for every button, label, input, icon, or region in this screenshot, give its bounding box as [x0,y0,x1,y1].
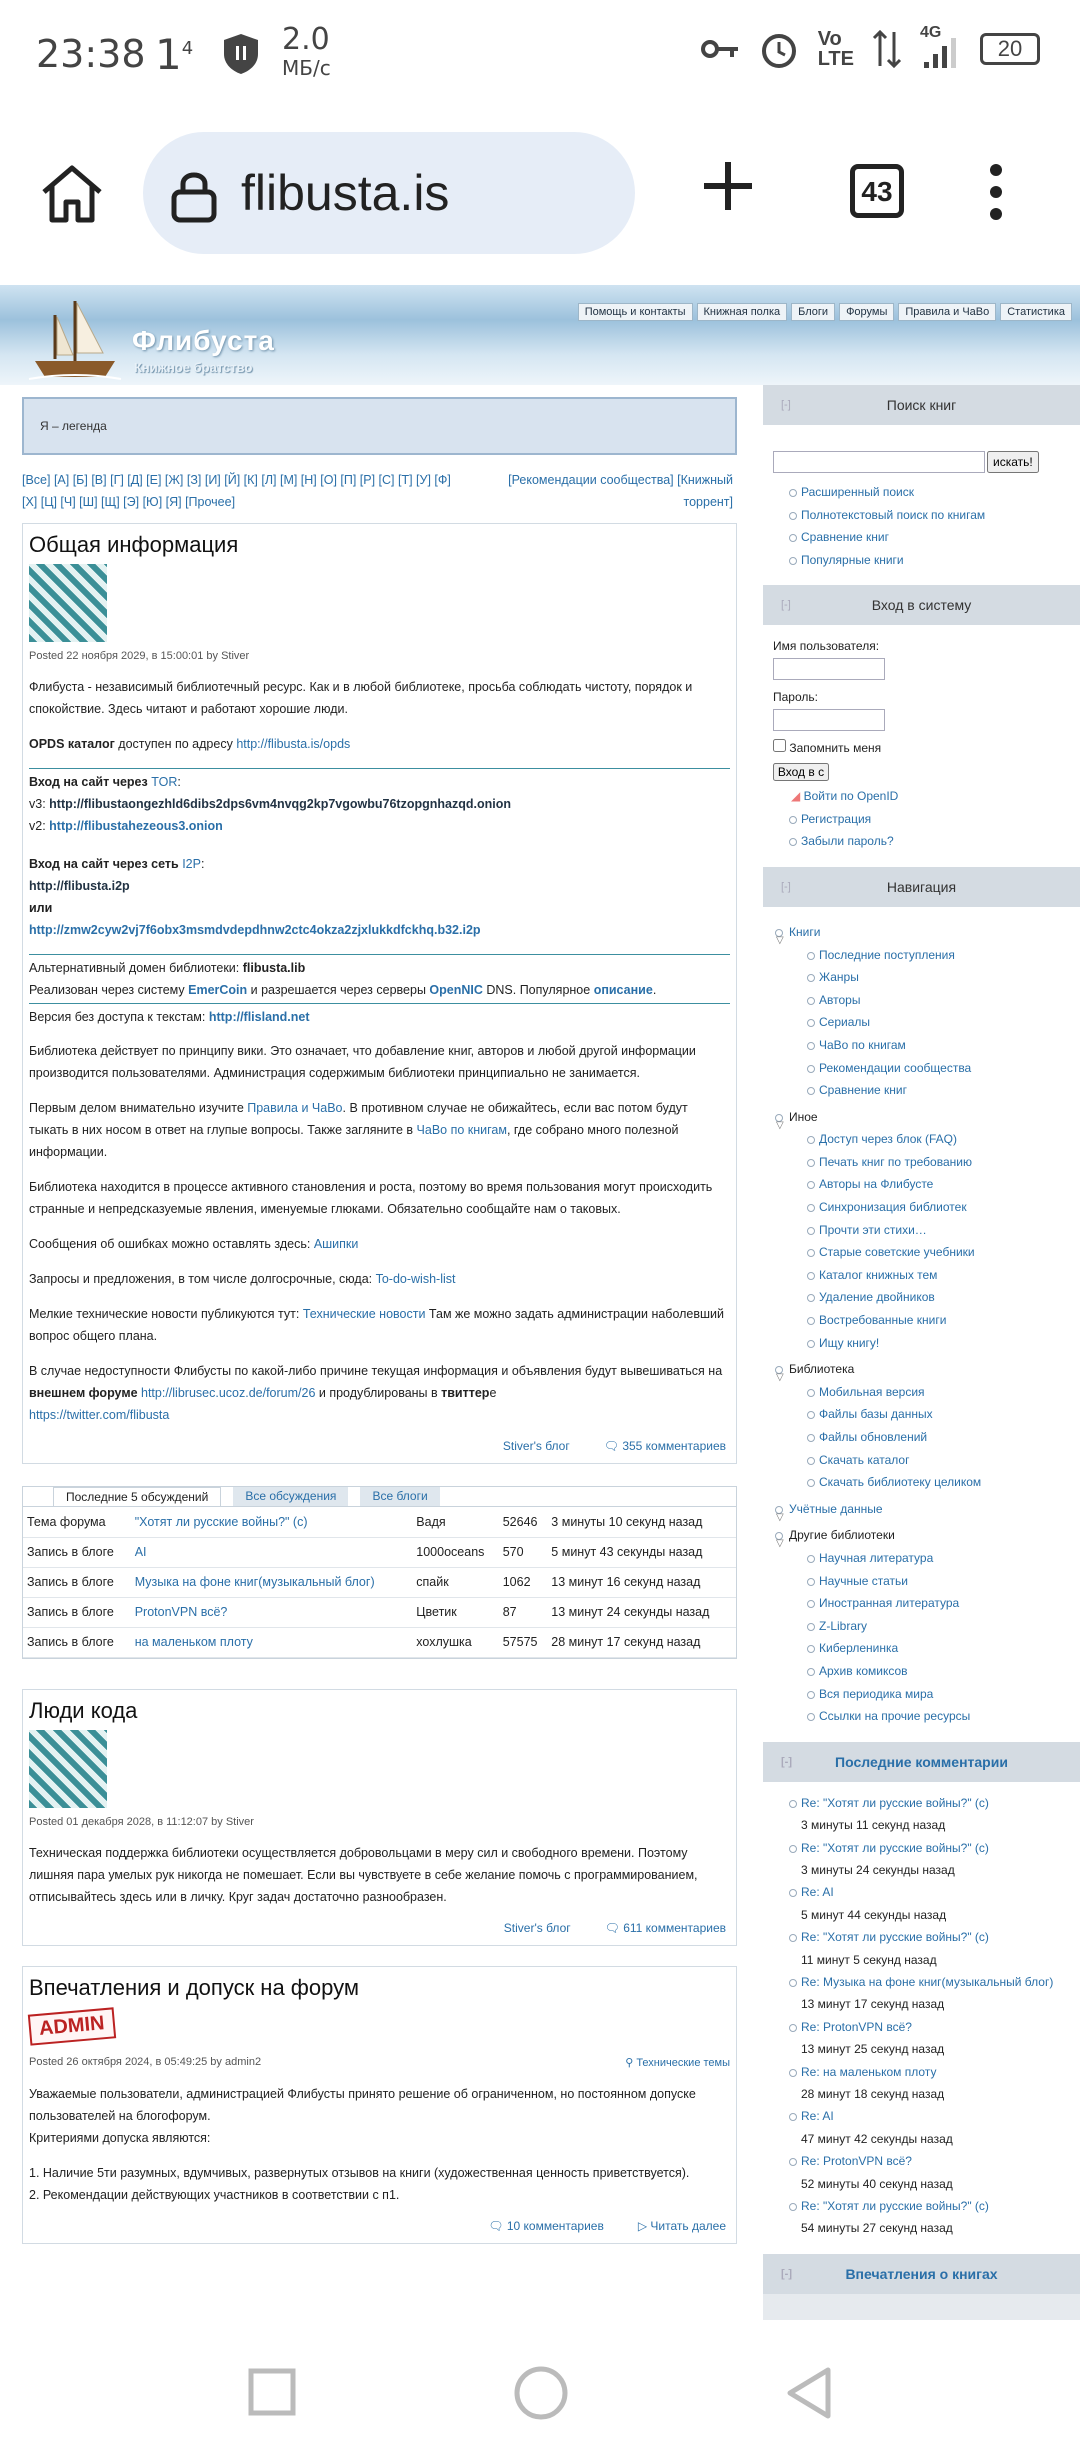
sidebar-item[interactable]: Авторы на Флибусте [773,1173,1070,1196]
p1-text: Уважаемые пользователи, администрацией Флибусты принято решение об ограниченном, но постоянном допуске пользователей на блогофорум. [29,2086,696,2123]
sidebar [763,385,1080,2320]
comment-time: 47 минут 42 секунды назад [801,2131,953,2146]
comment-link[interactable]: Re: "Хотят ли русские войны?" (с) [773,1837,1070,1859]
row-author: 1000oceans [412,1537,498,1567]
alphabet-row-2[interactable]: [Х] [Ц] [Ч] [Ш] [Щ] [Э] [Ю] [Я] [Прочее] [22,495,236,509]
sidebar-item[interactable]: Научные статьи [773,1570,1070,1593]
p8-c: е [489,1386,497,1400]
more-menu-icon[interactable] [984,162,1008,227]
forum-paragraph [29,1360,730,1426]
sidebar-item[interactable]: Синхронизация библиотек [773,1196,1070,1219]
login-block [763,625,1080,867]
register-link[interactable]: Регистрация [773,808,1070,831]
or-text: или [29,901,53,915]
nav-blogs[interactable]: Блоги [791,303,835,321]
sidebar-item[interactable]: Удаление двойников [773,1286,1070,1309]
sidebar-item[interactable]: Скачать каталог [773,1449,1070,1472]
battery-level: 20 [997,36,1023,61]
tag-icon: ⚲ [625,2056,637,2069]
nav-group-library[interactable]: ▽ Библиотека [773,1358,1070,1381]
site-title[interactable]: Флибуста [132,325,275,356]
sidebar-item[interactable]: Доступ через блок (FAQ) [773,1128,1070,1151]
site-header [0,285,1080,385]
speed-unit: МБ/с [282,56,331,80]
popular-books-link[interactable]: Популярные книги [773,549,1070,572]
comment-time: 52 минуты 40 секунд назад [801,2176,953,2191]
comment-time: 54 минуты 27 секунд назад [801,2221,953,2236]
comment-link[interactable]: Re: на маленьком плоту [773,2061,1070,2083]
post-links [29,1921,730,1935]
i2p-label: Вход на сайт через сеть [29,857,183,871]
torrent-link[interactable]: торрент] [683,495,733,509]
p6-text: Запросы и предложения, в том числе долгосрочные, сюда: [29,1272,376,1286]
flisland-link[interactable]: http://flisland.net [208,1010,310,1024]
read-more-link[interactable] [638,2219,726,2233]
comments-count: 611 комментариев [623,1920,726,1935]
other-list [773,1128,1070,1354]
post-text: Библиотека действует по принципу вики. Это означает, что добавление книг, авторов и любой другой информации производится пользователями. Администрация содержимым библиотеки принципиально не занимается. [29,1044,696,1080]
books-list [773,944,1070,1102]
other-libs-list [773,1547,1070,1728]
notification-count [155,30,193,79]
sidebar-item-series[interactable]: Сериалы [773,1011,1070,1034]
post-code-people [22,1689,737,1946]
post-forum-access [22,1966,737,2244]
net-type: 4G [920,24,942,41]
admin-badge-text: ADMIN [38,2011,106,2040]
sidebar-item[interactable]: Каталог книжных тем [773,1264,1070,1287]
remember-checkbox[interactable] [773,739,786,752]
i2p-link[interactable]: I2P [182,857,201,871]
row-time: 3 минуты 10 секунд назад [547,1507,736,1537]
legend-box: Я – легенда [22,397,737,455]
username-input[interactable] [773,658,885,680]
browser-toolbar [0,110,1080,285]
p1b-text: Критериями допуска являются: [29,2130,211,2145]
row-topic-link[interactable]: "Хотят ли русские войны?" (с) [134,1514,308,1529]
openid-link[interactable] [773,785,1070,808]
emer-t2: и разрешается через серверы [247,983,430,997]
opennic-link[interactable]: OpenNIC [429,983,483,997]
p7-a: Мелкие технические новости публикуются тут: [29,1307,303,1321]
sidebar-item[interactable]: Мобильная версия [773,1381,1070,1404]
discussions-table [23,1507,736,1658]
row-type: Запись в блоге [23,1627,131,1657]
home-circle-icon[interactable] [514,2366,568,2425]
remember-row [773,737,1070,760]
main-content [22,397,737,2244]
table-row [23,1627,736,1657]
search-block [763,425,1080,585]
notif-number: 1 [155,30,182,79]
comments-count: 10 комментариев [506,2218,604,2233]
data-arrows-icon [872,28,902,70]
sidebar-item[interactable]: Ссылки на прочие ресурсы [773,1705,1070,1728]
post-title[interactable]: Общая информация [29,532,239,557]
sidebar-item[interactable]: Иностранная литература [773,1592,1070,1615]
sidebar-item[interactable]: Скачать библиотеку целиком [773,1471,1070,1494]
volte-icon: Vo LTE [817,28,854,70]
search-button[interactable]: искать! [987,451,1039,473]
web-page [0,285,1080,2320]
comment-time: 13 минут 17 секунд назад [801,1997,945,2012]
emer-t3: DNS. Популярное [482,983,594,997]
top-nav [578,303,1072,321]
bugs-link[interactable]: Ашипки [313,1237,359,1251]
wishlist-link[interactable]: To-do-wish-list [375,1272,456,1286]
onion-v3-link[interactable]: http://flibustaongezhld6dibs2dps6vm4nvqg2kp7vgowbu76tzopgnhazqd.onion [49,797,511,811]
post-links [29,2219,730,2233]
alphabet-row-1[interactable]: [Все] [А] [Б] [В] [Г] [Д] [Е] [Ж] [З] [И] [Й] [К] [Л] [М] [Н] [О] [П] [Р] [С] [Т] [У] [Ф] [22,473,451,487]
p8-bold: внешнем форуме [29,1386,138,1400]
opds-label: OPDS каталог [29,737,115,751]
p3-c: , где собрано много полезной информации. [29,1123,679,1159]
row-count: 1062 [499,1567,548,1597]
bugs-paragraph [29,1233,730,1255]
status-icons [700,24,1040,70]
admin-badge [28,2007,116,2045]
row-topic-link[interactable]: на маленьком плоту [134,1635,253,1649]
sidebar-item[interactable]: Киберленинка [773,1637,1070,1660]
tor-label: Вход на сайт через [29,775,152,789]
row-count: 87 [499,1597,548,1627]
row-author: спайк [412,1567,498,1597]
community-recs-link[interactable]: [Рекомендации сообщества] [Книжный [508,473,733,487]
comments-link[interactable] [605,1921,726,1935]
twitter-link[interactable]: https://twitter.com/flibusta [29,1408,170,1422]
row-topic-link[interactable]: Музыка на фоне книг(музыкальный блог) [134,1575,375,1589]
nav-rules[interactable]: Правила и ЧаВо [898,303,996,321]
comments-block [763,1782,1080,2254]
nav-block [763,907,1080,1742]
new-tab-plus-icon[interactable] [700,158,756,219]
row-time: 28 минут 17 секунд назад [547,1627,736,1657]
rules-paragraph [29,1097,730,1163]
comment-link[interactable]: Re: "Хотят ли русские войны?" (с) [773,2195,1070,2217]
comments-link[interactable] [604,1439,726,1453]
post-meta: Posted 22 ноября 2029, в 15:00:01 by Stiver [29,650,250,662]
url-text: flibusta.is [241,165,450,221]
nav-group-books[interactable]: ▽ Книги [773,921,1070,944]
clock: 23:38 [36,32,146,76]
notif-sup: 4 [181,38,194,59]
faq-books-link[interactable]: ЧаВо по книгам [416,1123,507,1137]
table-row [23,1537,736,1567]
forgot-password-link[interactable]: Забыли пароль? [773,830,1070,853]
login-button[interactable]: Вход в с [773,763,829,781]
sidebar-item[interactable]: Ищу книгу! [773,1332,1070,1355]
avatar [29,1730,107,1808]
fulltext-search-link[interactable]: Полнотекстовый поиск по книгам [773,504,1070,527]
comment-link[interactable]: Re: AI [773,2105,1070,2127]
table-row [23,1567,736,1597]
post-text: 1. Наличие 5ти разумных, вдумчивых, развернутых отзывов на книги (художественная ценность приветствуется). [29,2165,690,2180]
comment-link[interactable]: Re: ProtonVPN всё? [773,2016,1070,2038]
sidebar-item[interactable]: Вся периодика мира [773,1683,1070,1706]
sidebar-item[interactable]: Прочти эти стихи… [773,1219,1070,1242]
tab-last-5[interactable]: Последние 5 обсуждений [53,1487,221,1506]
sidebar-item-authors[interactable]: Авторы [773,989,1070,1012]
alt-label: Альтернативный домен библиотеки: [29,961,243,975]
comment-time: 3 минуты 24 секунды назад [801,1862,955,1877]
search-block-title[interactable]: [-] Поиск книг [763,385,1080,425]
row-time: 13 минут 16 секунд назад [547,1567,736,1597]
comment-icon: 🗨 [604,1920,624,1935]
sidebar-item[interactable]: Старые советские учебники [773,1241,1070,1264]
read-more-text: Читать далее [650,2218,726,2233]
p3-a: Первым делом внимательно изучите [29,1101,248,1115]
sidebar-item[interactable]: Файлы базы данных [773,1403,1070,1426]
remember-label: Запомнить меня [789,740,882,755]
comment-icon: 🗨 [488,2218,507,2233]
opds-text: доступен по адресу [114,737,237,751]
comment-link[interactable]: Re: "Хотят ли русские войны?" (с) [773,1792,1070,1814]
nav-stats[interactable]: Статистика [1000,303,1072,321]
sidebar-item-compare[interactable]: Сравнение книг [773,1079,1070,1102]
comment-icon: 🗨 [603,1439,623,1453]
comment-time: 5 минут 44 секунды назад [801,1907,947,1922]
alarm-icon [758,28,800,70]
p8-bold2: твиттер [441,1386,490,1400]
sidebar-item-faq-books[interactable]: ЧаВо по книгам [773,1034,1070,1057]
row-topic-link[interactable]: AI [134,1545,147,1559]
nav-bookshelf[interactable]: Книжная полка [697,303,788,321]
external-forum-link[interactable]: http://librusec.ucoz.de/forum/26 [137,1386,316,1400]
i2p-url-2[interactable]: http://zmw2cyw2vj7f6obx3msmdvdepdhnw2ctc4okza2zjxlukkdfckhq.b32.i2p [29,923,481,937]
row-count: 52646 [499,1507,548,1537]
password-input[interactable] [773,709,885,731]
row-type: Запись в блоге [23,1537,131,1567]
nav-group-other-libs[interactable]: ▽ Другие библиотеки [773,1524,1070,1547]
tab-all-blogs[interactable]: Все блоги [360,1487,439,1506]
username-label: Имя пользователя: [773,639,880,654]
alphabet-nav [22,469,737,513]
blog-link[interactable]: Stiver's блог [503,1920,571,1935]
nav-block-title[interactable]: [-] Навигация [763,867,1080,907]
sidebar-item[interactable]: Научная литература [773,1547,1070,1570]
v3-label: v3: [29,797,50,811]
row-type: Запись в блоге [23,1567,131,1597]
read-more-icon: ▷ [637,2218,651,2233]
sidebar-item-recs[interactable]: Рекомендации сообщества [773,1057,1070,1080]
net-speed [282,22,331,82]
sidebar-item-new[interactable]: Последние поступления [773,944,1070,967]
emer-t1: Реализован через систему [29,983,189,997]
system-nav-bar [0,2320,1080,2460]
discussion-tabs [23,1487,736,1507]
row-author: Цветик [412,1597,498,1627]
tab-all-discussions[interactable]: Все обсуждения [233,1487,348,1506]
row-time: 13 минут 24 секунды назад [547,1597,736,1627]
i2p-url-1[interactable]: http://flibusta.i2p [29,879,130,893]
password-label: Пароль: [773,689,818,704]
row-author: хохлушка [412,1627,498,1657]
library-list [773,1381,1070,1494]
divider [29,768,730,769]
description-link[interactable]: описание [593,983,653,997]
tech-news-link[interactable]: Технические новости [302,1307,426,1321]
post-meta [29,2056,730,2069]
comment-time: 3 минуты 11 секунд назад [801,1818,946,1833]
ship-logo-icon[interactable] [25,291,125,388]
advanced-search-link[interactable]: Расширенный поиск [773,481,1070,504]
lock-icon [169,168,219,236]
nav-group-other[interactable]: ▽ Иное [773,1106,1070,1129]
discussions-block [22,1486,737,1659]
row-type: Запись в блоге [23,1597,131,1627]
comment-time: 13 минут 25 секунд назад [801,2042,945,2057]
comments-count: 355 комментариев [622,1439,726,1453]
sidebar-item[interactable]: Востребованные книги [773,1309,1070,1332]
key-icon [700,37,740,61]
tor-block: Вход на сайт через TOR: v3: http://flibustaongezhld6dibs2dps6vm4nvqg2kp7vgowbu76tzopgnhazqd.onion v2: http://flibustahezeous3.onion [29,775,511,833]
table-row [23,1597,736,1627]
comment-time: 11 минут 5 секунд назад [801,1952,937,1967]
p5-text: Сообщения об ошибках можно оставлять здесь: [29,1237,314,1251]
row-type: Тема форума [23,1507,131,1537]
post-text [29,2083,730,2149]
sidebar-item[interactable]: Архив комиксов [773,1660,1070,1683]
comment-link[interactable]: Re: Музыка на фоне книг(музыкальный блог) [773,1971,1070,1993]
row-author: Вадя [412,1507,498,1537]
impressions-block-title[interactable]: [-] Впечатления о книгах [763,2254,1080,2294]
comments-block-title[interactable]: [-] Последние комментарии [763,1742,1080,1782]
tag-text: Технические темы [636,2056,730,2069]
row-topic-link[interactable]: ProtonVPN всё? [134,1605,228,1619]
opds-line [29,733,730,755]
battery-icon [980,33,1040,65]
sidebar-item[interactable]: Z-Library [773,1615,1070,1638]
search-input[interactable] [773,451,985,473]
nav-help[interactable]: Помощь и контакты [578,303,693,321]
wishlist-paragraph [29,1268,730,1290]
signal-icon [920,24,962,70]
p8-b: и продублированы в [315,1386,442,1400]
noaccess-label: Версия без доступа к текстам: [29,1010,209,1024]
status-bar [0,0,1080,110]
post-title[interactable]: Люди кода [29,1697,138,1723]
row-count: 570 [499,1537,548,1567]
comments-link[interactable] [488,2219,604,2233]
row-count: 57575 [499,1627,548,1657]
tab-count-button[interactable]: 43 [850,164,904,218]
alt-domain: flibusta.lib [242,961,306,975]
url-bar[interactable] [143,132,635,254]
row-time: 5 минут 43 секунды назад [547,1537,736,1567]
v2-label: v2: [29,819,50,833]
speed-value: 2.0 [282,22,330,57]
p7-b: Там же можно задать администрации наболевший вопрос общего плана. [29,1307,725,1343]
post-text: Библиотека находится в процессе активного становления и роста, поэтому во время пользования могут происходить странные и непредсказуемые явления, именуемые глюками. Обязательно сообщайте нам о таковых. [29,1180,713,1216]
site-subtitle: Книжное братство [134,360,253,375]
alpha-right [508,469,733,513]
recents-square-icon[interactable] [248,2368,296,2421]
i2p-block: Вход на сайт через сеть I2P: http://flibusta.i2p или http://zmw2cyw2vj7f6obx3msmdvdepdhnw2ctc4okza2zjxlukkdfckhq.b32.i2p [29,857,481,937]
back-triangle-icon[interactable] [784,2366,832,2425]
comment-link[interactable]: Re: "Хотят ли русские войны?" (с) [773,1926,1070,1948]
post-text: Техническая поддержка библиотеки осуществляется добровольцами в меру сил и свободного времени. Поэтому лишняя пара умелых рук никогда не помешает. Если вы чувствуете в себе желание помочь с программированием, отписывайтесь здесь или в личку. Круг задач достаточно разнообразен. [29,1845,698,1904]
sidebar-item[interactable]: Файлы обновлений [773,1426,1070,1449]
nav-forums[interactable]: Форумы [839,303,894,321]
post-meta-text: Posted 26 октября 2024, в 05:49:25 by admin2 [29,2055,262,2068]
p8-a: В случае недоступности Флибусты по какой-либо причине текущая информация и объявления будут вывешиваться на [29,1364,723,1378]
post-text: 2. Рекомендации действующих участников в соответствии с п1. [29,2187,400,2202]
noaccess-line [29,1006,730,1028]
post-text: Флибуста - независимый библиотечный ресурс. Как и в любой библиотеке, просьба соблюдать чистоту, порядок и спокойствие. Здесь читают и работают хорошие люди. [29,680,693,716]
avatar [29,564,107,642]
technews-paragraph [29,1303,730,1347]
openid-icon: ◢ [791,789,804,804]
post-general-info [22,523,737,1464]
comment-link[interactable]: Re: AI [773,1881,1070,1903]
comment-time: 28 минут 18 секунд назад [801,2087,945,2101]
emer-t4: . [652,983,657,997]
compare-books-link[interactable]: Сравнение книг [773,526,1070,549]
home-icon[interactable] [38,162,106,231]
alt-domain-line [29,957,730,979]
sidebar-item-genres[interactable]: Жанры [773,966,1070,989]
nav-group-account[interactable]: ▽ Учётные данные [773,1498,1070,1521]
table-row [23,1507,736,1537]
tag-link[interactable] [625,2056,730,2069]
blog-link[interactable]: Stiver's блог [502,1439,570,1453]
rules-link[interactable]: Правила и ЧаВо [247,1101,343,1115]
tor-link[interactable]: TOR [151,775,178,789]
login-block-title[interactable]: [-] Вход в систему [763,585,1080,625]
onion-v2-link[interactable]: http://flibustahezeous3.onion [49,819,223,833]
opds-link[interactable]: http://flibusta.is/opds [236,737,351,751]
divider [29,1003,730,1004]
sidebar-item[interactable]: Печать книг по требованию [773,1151,1070,1174]
post-links [29,1439,730,1453]
divider [29,954,730,955]
comment-link[interactable]: Re: ProtonVPN всё? [773,2150,1070,2172]
post-meta: Posted 01 декабря 2028, в 11:12:07 by Stiver [29,1815,254,1828]
vpn-shield-icon [220,32,262,81]
p3-b: . В противном случае не обижайтесь, если вас потом будут тыкать в них носом в ответ на глупые вопросы. Также загляните в [29,1101,688,1137]
emercoin-link[interactable]: EmerCoin [188,983,248,997]
emercoin-line [29,979,730,1001]
openid-text: Войти по OpenID [803,789,899,804]
post-title[interactable]: Впечатления и допуск на форум [29,1974,360,2000]
